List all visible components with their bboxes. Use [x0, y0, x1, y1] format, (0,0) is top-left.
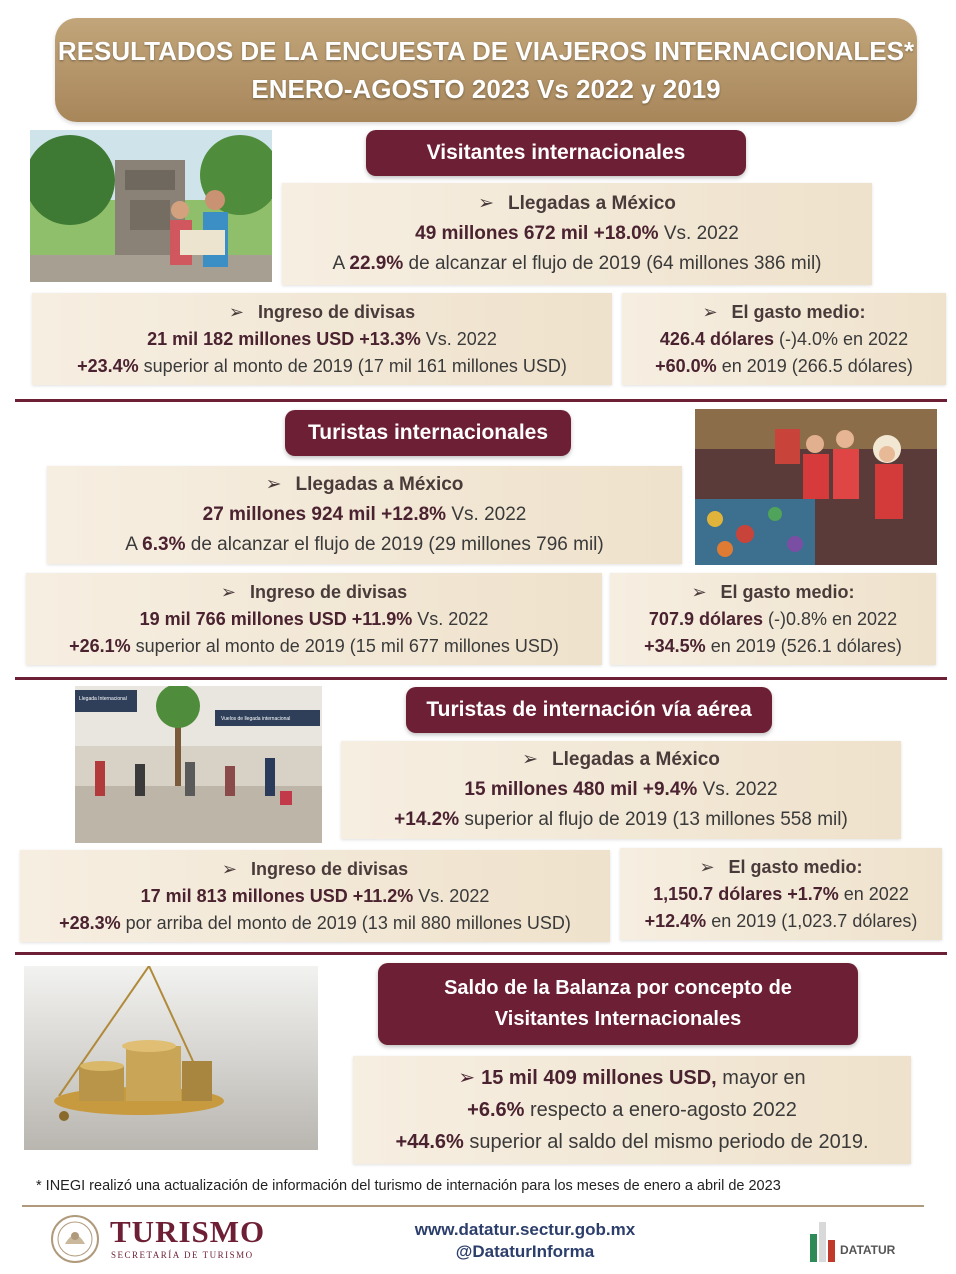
- box-aerea-ingreso: [20, 850, 610, 942]
- arrow-icon: ➢: [478, 193, 494, 214]
- arrivals-value: 49 millones 672 mil +18.0%: [415, 223, 659, 244]
- arrivals-prefix: A: [332, 253, 350, 274]
- spend-pct-2019: +12.4%: [644, 910, 707, 931]
- balanza-2019-text: superior al saldo del mismo periodo de 2019.: [463, 1131, 869, 1153]
- balanza-value-rest: mayor en: [716, 1067, 806, 1089]
- section-pill-visitantes: [366, 130, 746, 176]
- income-compare: Vs. 2022: [412, 608, 489, 629]
- box-balanza-saldo: [353, 1056, 911, 1164]
- income-value: 21 mil 182 millones USD +13.3%: [147, 328, 421, 349]
- box-heading: Ingreso de divisas: [258, 301, 416, 322]
- arrivals-pct-2019: +14.2%: [394, 809, 460, 830]
- box-heading: Llegadas a México: [552, 749, 720, 770]
- airport-sign-1: Llegada Internacional: [79, 696, 127, 702]
- box-visitantes-llegadas: [282, 183, 872, 285]
- balanza-pill-line-1: Saldo de la Balanza por concepto de: [444, 977, 792, 999]
- brand-turismo: TURISMO: [110, 1214, 266, 1249]
- datatur-logo-text: DATATUR: [840, 1243, 896, 1257]
- box-heading: Llegadas a México: [508, 193, 676, 214]
- arrivals-value: 15 millones 480 mil +9.4%: [464, 779, 698, 800]
- arrivals-2019-text: de alcanzar el flujo de 2019 (64 millones 386 mil): [403, 253, 822, 274]
- brand-subtitle: SECRETARÍA DE TURISMO: [111, 1250, 254, 1260]
- box-heading: El gasto medio:: [728, 856, 863, 877]
- spend-value: 1,150.7 dólares +1.7%: [653, 883, 839, 904]
- footer-divider: [22, 1205, 924, 1207]
- balanza-value: 15 mil 409 millones USD,: [481, 1067, 717, 1089]
- spend-compare: en 2022: [838, 883, 909, 904]
- arrow-icon: ➢: [228, 301, 245, 322]
- spend-compare: (-)4.0% en 2022: [774, 328, 909, 349]
- section-divider: [15, 399, 947, 402]
- arrivals-compare: Vs. 2022: [446, 504, 527, 525]
- airport-sign-2: Vuelos de llegada internacional: [221, 716, 291, 722]
- section-pill-label: Visitantes internacionales: [426, 141, 686, 164]
- balanza-2022-text: respecto a enero-agosto 2022: [524, 1099, 797, 1121]
- balanza-pill-line-2: Visitantes Internacionales: [494, 1008, 742, 1030]
- income-pct-2019: +23.4%: [77, 355, 139, 376]
- arrow-icon: ➢: [702, 301, 718, 322]
- box-turistas-ingreso: [26, 573, 602, 665]
- income-pct-2019: +26.1%: [69, 635, 131, 656]
- income-pct-2019: +28.3%: [59, 912, 121, 933]
- box-heading: Llegadas a México: [295, 474, 464, 495]
- arrow-icon: ➢: [691, 581, 707, 602]
- spend-value: 707.9 dólares: [648, 608, 763, 629]
- section-pill-label: Turistas internacionales: [307, 421, 549, 444]
- income-value: 19 mil 766 millones USD +11.9%: [139, 608, 413, 629]
- arrivals-pct-2019: 22.9%: [349, 253, 404, 274]
- arrow-icon: ➢: [458, 1067, 476, 1089]
- income-compare: Vs. 2022: [420, 328, 497, 349]
- income-2019-text: por arriba del monto de 2019 (13 mil 880 millones USD): [120, 912, 571, 933]
- datatur-url-link[interactable]: www.datatur.sectur.gob.mx: [414, 1220, 636, 1239]
- spend-value: 426.4 dólares: [659, 328, 774, 349]
- box-heading: Ingreso de divisas: [251, 858, 409, 879]
- box-heading: El gasto medio:: [720, 581, 855, 602]
- box-visitantes-ingreso: [32, 293, 612, 385]
- box-turistas-gasto: [610, 573, 936, 665]
- section-pill-via-aerea: [406, 687, 772, 733]
- arrow-icon: ➢: [522, 749, 538, 770]
- income-value: 17 mil 813 millones USD +11.2%: [140, 885, 414, 906]
- section-pill-balanza: [378, 963, 858, 1045]
- box-turistas-llegadas: [47, 466, 682, 564]
- datatur-logo-icon: [808, 1216, 838, 1269]
- photo-market-tourists: [695, 409, 937, 565]
- arrivals-prefix: A: [125, 534, 143, 555]
- box-heading: Ingreso de divisas: [250, 581, 408, 602]
- spend-2019-text: en 2019 (266.5 dólares): [716, 355, 913, 376]
- seal-icon: [50, 1214, 100, 1269]
- section-divider: [15, 952, 947, 955]
- arrivals-compare: Vs. 2022: [658, 223, 739, 244]
- spend-pct-2019: +34.5%: [644, 635, 706, 656]
- datatur-handle-link[interactable]: @DataturInforma: [455, 1242, 595, 1261]
- arrivals-value: 27 millones 924 mil +12.8%: [202, 504, 447, 525]
- photo-airport-terminal: [75, 686, 322, 843]
- arrow-icon: ➢: [221, 858, 238, 879]
- spend-2019-text: en 2019 (526.1 dólares): [705, 635, 902, 656]
- section-pill-label: Turistas de internación vía aérea: [426, 698, 752, 721]
- box-heading: El gasto medio:: [731, 301, 866, 322]
- income-compare: Vs. 2022: [413, 885, 490, 906]
- footnote: * INEGI realizó una actualización de información del turismo de internación para los meses de enero a abril de 2023: [36, 1178, 781, 1194]
- page-title: [55, 18, 917, 122]
- box-visitantes-gasto: [622, 293, 946, 385]
- photo-tourists-statue: [30, 130, 272, 282]
- income-2019-text: superior al monto de 2019 (17 mil 161 millones USD): [138, 355, 567, 376]
- title-line-2: ENERO-AGOSTO 2023 Vs 2022 y 2019: [251, 74, 721, 104]
- section-pill-turistas: [285, 410, 571, 456]
- spend-pct-2019: +60.0%: [655, 355, 717, 376]
- arrivals-compare: Vs. 2022: [697, 779, 778, 800]
- balanza-pct-2022: +6.6%: [467, 1099, 525, 1121]
- arrivals-2019-text: de alcanzar el flujo de 2019 (29 millones 796 mil): [185, 534, 604, 555]
- arrow-icon: ➢: [265, 474, 282, 495]
- spend-compare: (-)0.8% en 2022: [763, 608, 898, 629]
- arrow-icon: ➢: [220, 581, 237, 602]
- balanza-pct-2019: +44.6%: [395, 1131, 464, 1153]
- arrivals-pct-2019: 6.3%: [142, 534, 186, 555]
- spend-2019-text: en 2019 (1,023.7 dólares): [706, 910, 918, 931]
- box-aerea-gasto: [620, 848, 942, 940]
- box-aerea-llegadas: [341, 741, 901, 839]
- title-line-1: RESULTADOS DE LA ENCUESTA DE VIAJEROS INTERNACIONALES*: [57, 36, 915, 66]
- section-divider: [15, 677, 947, 680]
- arrow-icon: ➢: [699, 856, 715, 877]
- photo-scale-coins: [24, 966, 318, 1150]
- income-2019-text: superior al monto de 2019 (15 mil 677 millones USD): [130, 635, 559, 656]
- arrivals-2019-text: superior al flujo de 2019 (13 millones 558 mil): [459, 809, 848, 830]
